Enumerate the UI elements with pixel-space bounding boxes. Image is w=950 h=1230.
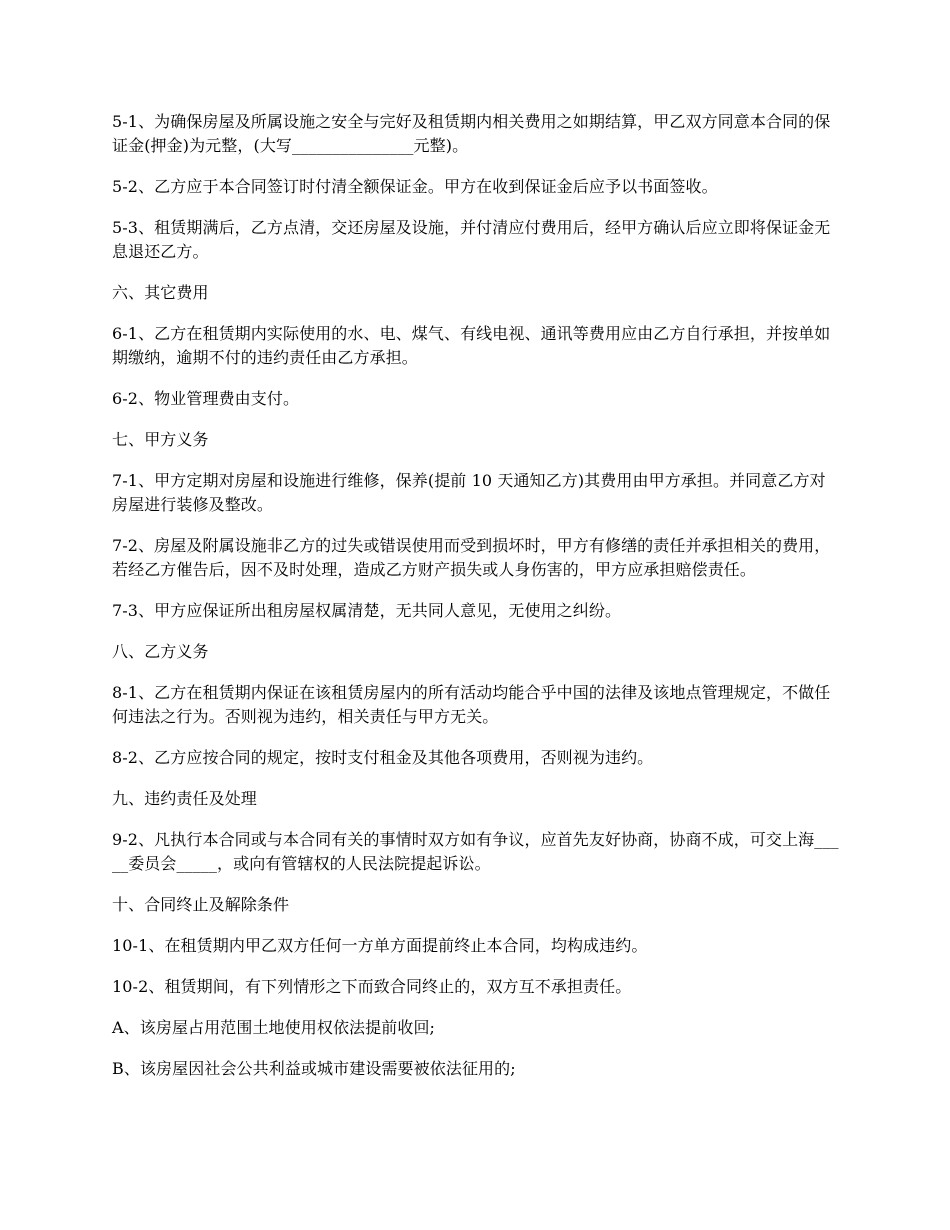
clause-5-3: 5-3、租赁期满后，乙方点清，交还房屋及设施，并付清应付费用后，经甲方确认后应立即将保证金无息退还乙方。 [112, 218, 831, 261]
list-item-a: A、该房屋占用范围土地使用权依法提前收回; [112, 1018, 436, 1037]
clause-5-1: 5-1、为确保房屋及所属设施之安全与完好及租赁期内相关费用之如期结算，甲乙双方同意本合同的保证金(押金)为元整，(大写_______________元整)。 [112, 112, 831, 155]
clause-10-1: 10-1、在租赁期内甲乙双方任何一方单方面提前终止本合同，均构成违约。 [112, 936, 648, 955]
clause-6-1: 6-1、乙方在租赁期内实际使用的水、电、煤气、有线电视、通讯等费用应由乙方自行承担，并按单如期缴纳，逾期不付的违约责任由乙方承担。 [112, 324, 831, 367]
clause-7-1: 7-1、甲方定期对房屋和设施进行维修，保养(提前 10 天通知乙方)其费用由甲方承担。并同意乙方对房屋进行装修及整改。 [112, 471, 826, 514]
document-page [112, 110, 840, 1098]
clause-9-2: 9-2、凡执行本合同或与本合同有关的事情时双方如有争议，应首先友好协商，协商不成，可交上海_____委员会_____，或向有管辖权的人民法院提起诉讼。 [112, 830, 839, 873]
section-heading-8: 八、乙方义务 [112, 642, 209, 661]
list-item-b: B、该房屋因社会公共利益或城市建设需要被依法征用的; [112, 1059, 516, 1078]
section-heading-10: 十、合同终止及解除条件 [112, 895, 290, 914]
clause-5-2: 5-2、乙方应于本合同签订时付清全额保证金。甲方在收到保证金后应予以书面签收。 [112, 177, 718, 196]
clause-8-1: 8-1、乙方在租赁期内保证在该租赁房屋内的所有活动均能合乎中国的法律及该地点管理规定，不做任何违法之行为。否则视为违约，相关责任与甲方无关。 [112, 683, 831, 726]
section-heading-7: 七、甲方义务 [112, 430, 209, 449]
clause-8-2: 8-2、乙方应按合同的规定，按时支付租金及其他各项费用，否则视为违约。 [112, 748, 654, 767]
clause-10-2: 10-2、租赁期间，有下列情形之下而致合同终止的，双方互不承担责任。 [112, 977, 632, 996]
clause-7-2: 7-2、房屋及附属设施非乙方的过失或错误使用而受到损坏时，甲方有修缮的责任并承担相关的费用，若经乙方催告后，因不及时处理，造成乙方财产损失或人身伤害的，甲方应承担赔偿责任。 [112, 536, 831, 579]
clause-6-2: 6-2、物业管理费由支付。 [112, 389, 300, 408]
clause-7-3: 7-3、甲方应保证所出租房屋权属清楚，无共同人意见，无使用之纠纷。 [112, 601, 622, 620]
section-heading-9: 九、违约责任及处理 [112, 789, 257, 808]
section-heading-6: 六、其它费用 [112, 283, 209, 302]
